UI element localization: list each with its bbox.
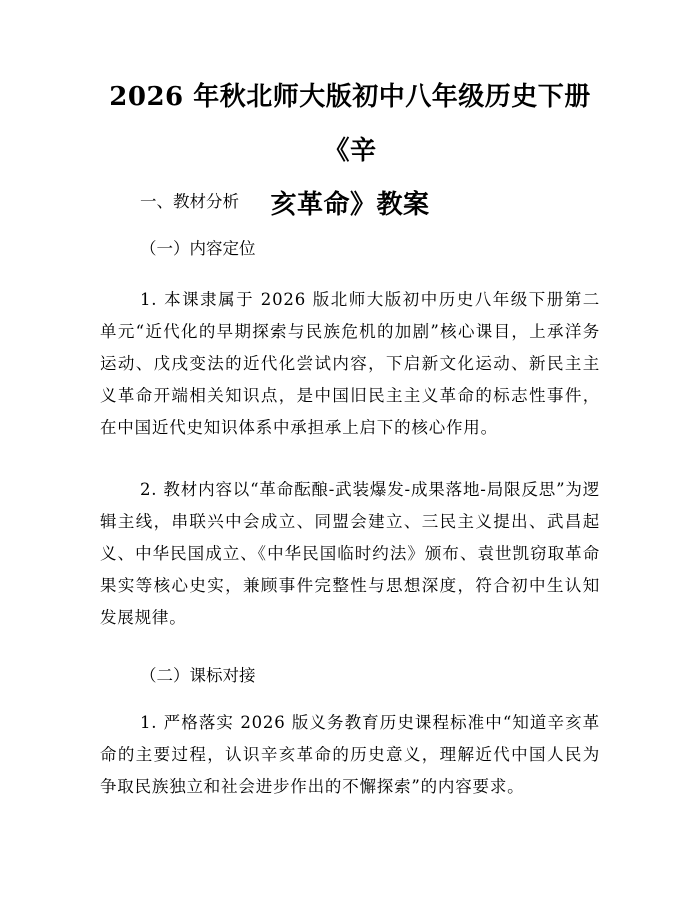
title-line-1: 2026 年秋北师大版初中八年级历史下册《辛 — [109, 82, 591, 166]
paragraph-1: 1. 本课隶属于 2026 版北师大版初中历史八年级下册第二单元“近代化的早期探索与民族危机的加剧”核心课目，上承洋务运动、戊戌变法的近代化尝试内容，下启新文化运动、新民主主义革命开端相关知识点，是中国旧民主主义革命的标志性事件，在中国近代史知识体系中承担承上启下的核心作用。 — [100, 290, 600, 437]
title-line-2: 亥革命》教案 — [270, 190, 430, 220]
section-heading-teaching-material-analysis: 一、教材分析 — [140, 192, 239, 211]
subsection-heading-content-positioning: （一）内容定位 — [140, 239, 256, 258]
paragraph-2: 2. 教材内容以“革命酝酿-武装爆发-成果落地-局限反思”为逻辑主线，串联兴中会成立、同盟会建立、三民主义提出、武昌起义、中华民国成立、《中华民国临时约法》颁布、袁世凯窃取革命果实等核心史实，兼顾事件完整性与思想深度，符合初中生认知发展规律。 — [100, 480, 600, 627]
subsection-heading-curriculum-standards: （二）课标对接 — [140, 666, 256, 685]
paragraph-3: 1. 严格落实 2026 版义务教育历史课程标准中“知道辛亥革命的主要过程，认识辛亥革命的历史意义，理解近代中国人民为争取民族独立和社会进步作出的不懈探索”的内容要求。 — [100, 713, 600, 796]
